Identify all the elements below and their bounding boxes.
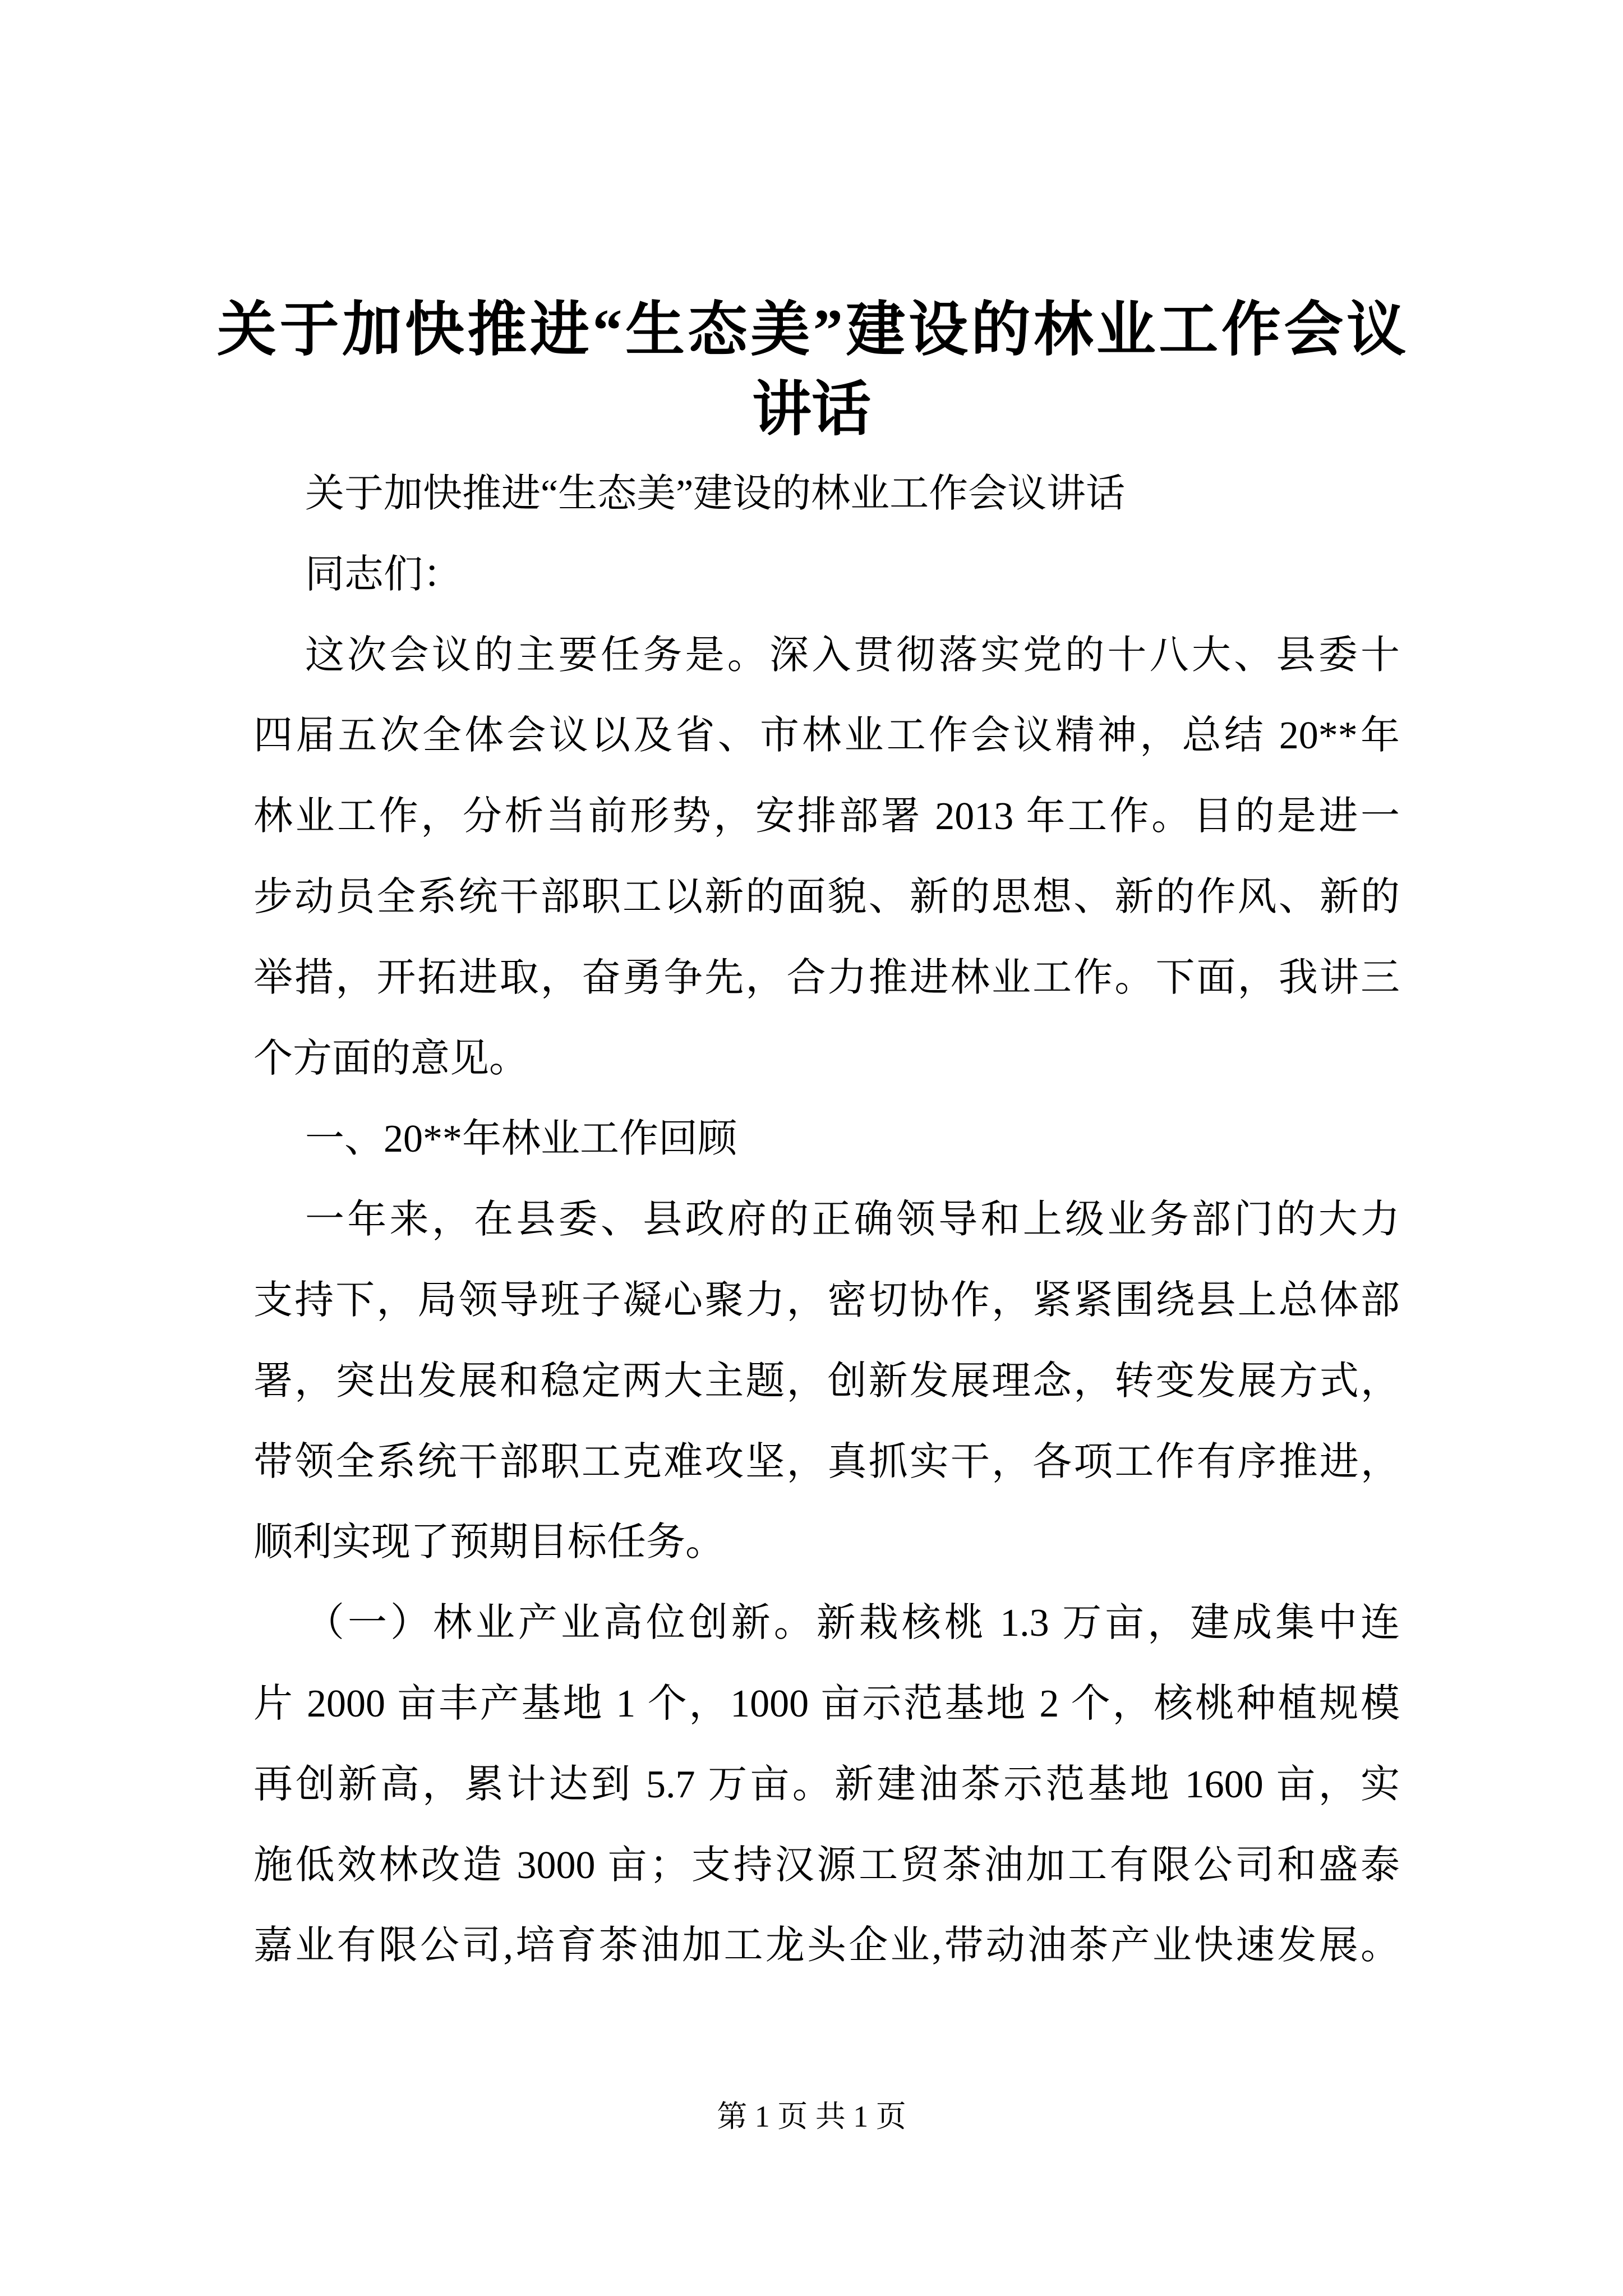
paragraph-line: 署，突出发展和稳定两大主题，创新发展理念，转变发展方式，	[253, 1359, 1400, 1403]
paragraph-line: 步动员全系统干部职工以新的面貌、新的思想、新的作风、新的	[253, 875, 1400, 919]
paragraph-line: 四届五次全体会议以及省、市林业工作会议精神，总结 20**年	[253, 714, 1400, 758]
intro-paragraph	[253, 615, 1400, 1099]
review-paragraph	[253, 1180, 1400, 1583]
paragraph-line: 个方面的意见。	[253, 1037, 528, 1080]
page-number-footer: 第 1 页 共 1 页	[717, 2100, 906, 2133]
document-title-line: 关于加快推进“生态美”建设的林业工作会议	[217, 297, 1406, 363]
paragraph-line: 支持下，局领导班子凝心聚力，密切协作，紧紧围绕县上总体部	[253, 1278, 1400, 1322]
paragraph-line: 一年来，在县委、县政府的正确领导和上级业务部门的大力	[305, 1198, 1400, 1242]
paragraph-line: 施低效林改造 3000 亩；支持汉源工贸茶油加工有限公司和盛泰	[253, 1843, 1400, 1887]
document-body	[253, 454, 1400, 1986]
salutation-line: 同志们：	[305, 553, 462, 596]
document-title-line: 讲话	[752, 377, 871, 443]
paragraph-line: 林业工作，分析当前形势，安排部署 2013 年工作。目的是进一	[253, 795, 1400, 839]
paragraph-line: 再创新高，累计达到 5.7 万亩。新建油茶示范基地 1600 亩，实	[253, 1763, 1400, 1806]
paragraph-line: 举措，开拓进取，奋勇争先，合力推进林业工作。下面，我讲三	[253, 956, 1400, 1000]
paragraph-line: 顺利实现了预期目标任务。	[253, 1521, 725, 1565]
section-heading-paragraph	[253, 1099, 1400, 1180]
paragraph-line: 关于加快推进“生态美”建设的林业工作会议讲话	[305, 472, 1126, 516]
paragraph-line: （一）林业产业高位创新。新栽核桃 1.3 万亩，建成集中连	[305, 1602, 1400, 1645]
paragraph-line: 片 2000 亩丰产基地 1 个，1000 亩示范基地 2 个，核桃种植规模	[253, 1682, 1400, 1726]
paragraph-line: 嘉业有限公司,培育茶油加工龙头企业,带动油茶产业快速发展。	[253, 1924, 1400, 1968]
paragraph-line: 带领全系统干部职工克难攻坚，真抓实干，各项工作有序推进，	[253, 1440, 1400, 1484]
paragraph-line: 这次会议的主要任务是。深入贯彻落实党的十八大、县委十	[305, 633, 1400, 677]
subsection-paragraph	[253, 1583, 1400, 1986]
section-heading: 一、20**年林业工作回顾	[305, 1117, 737, 1161]
salutation-paragraph	[253, 535, 1400, 615]
document-title	[0, 291, 1623, 450]
speech-heading-paragraph	[253, 454, 1400, 535]
